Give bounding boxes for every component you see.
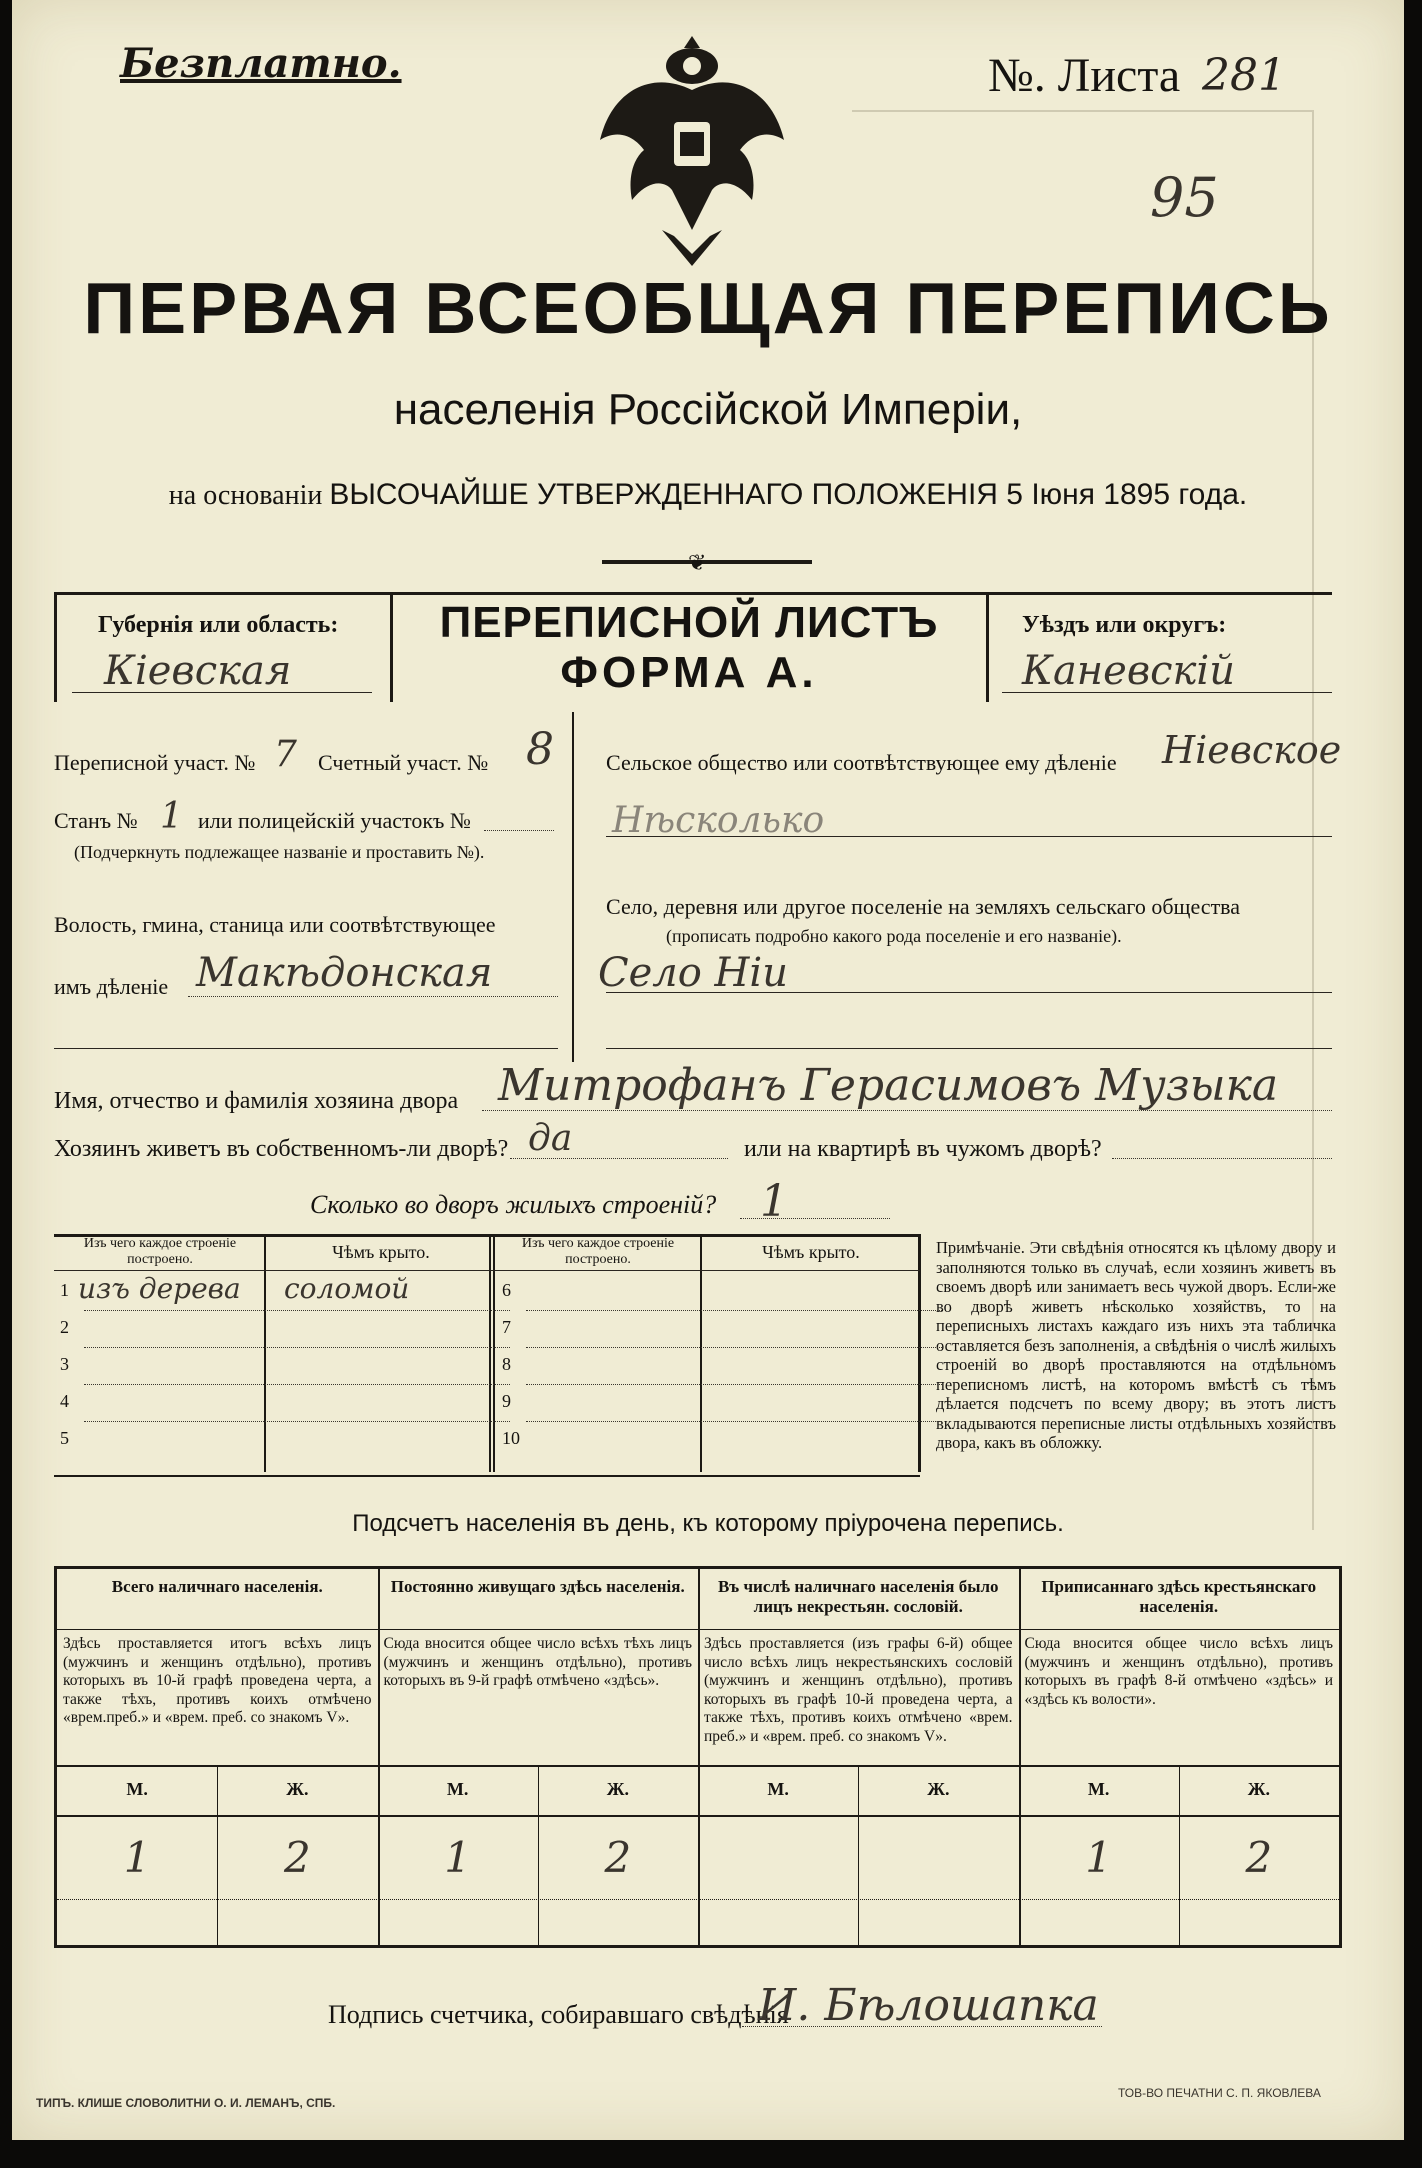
owner-name-fill-line: [482, 1110, 1332, 1111]
building-row-number: 4: [60, 1391, 69, 1411]
building-row-number: 8: [502, 1354, 511, 1374]
stan-note: (Подчеркнуть подлежащее названіе и проставить №).: [74, 842, 485, 862]
buildings-header-rule: [54, 1270, 920, 1271]
village-note: (прописать подробно какого рода поселеніе и его названіе).: [666, 926, 1122, 946]
building-row-rule: [526, 1384, 942, 1385]
sheet-number-value: 281: [1202, 50, 1286, 101]
volost-value: Макѣдонская: [196, 950, 493, 996]
population-female-value: 2: [1245, 1833, 1273, 1882]
population-block-title: Постоянно живущаго здѣсь населенія.: [390, 1577, 685, 1596]
own-yard-fill-line: [510, 1158, 728, 1159]
free-label: Безплатно.: [120, 40, 402, 87]
population-heading: Подсчетъ населенія въ день, къ которому пріурочена перепись.: [352, 1510, 1064, 1537]
buildings-col-built-header-left: Изъ чего каждое строеніе построено.: [83, 1236, 237, 1267]
rent-label: или на квартирѣ въ чужомъ дворѣ?: [744, 1136, 1102, 1162]
building-row-number: 2: [60, 1317, 69, 1337]
uezd-label: Уѣздъ или округъ:: [1022, 612, 1227, 638]
gubernia-label: Губернія или область:: [98, 612, 339, 638]
buildings-value: 1: [760, 1176, 788, 1227]
gubernia-value: Кіевская: [104, 648, 292, 694]
main-title: ПЕРВАЯ ВСЕОБЩАЯ ПЕРЕПИСЬ: [83, 269, 1333, 349]
building-row-rule: [526, 1310, 942, 1311]
building-row-rule: [526, 1421, 942, 1422]
banner-divider: [986, 592, 989, 702]
building-row-rule: [526, 1347, 942, 1348]
volost-extra-line: [54, 1048, 558, 1049]
building-row-number: 7: [502, 1317, 511, 1337]
village-extra-line: [606, 1048, 1332, 1049]
population-value-rule: [57, 1899, 1339, 1900]
population-block-title: Всего наличнаго населенія.: [111, 1577, 323, 1596]
footer-printer-left: ТИПЪ. КЛИШЕ СЛОВОЛИТНИ О. И. ЛЕМАНЪ, СПБ.: [36, 2096, 336, 2110]
population-female-value: 2: [284, 1833, 311, 1882]
population-female-label: Ж.: [286, 1779, 309, 1799]
population-table: [54, 1566, 1342, 1948]
society-value: Ніевское: [1162, 728, 1342, 772]
owner-name-label: Имя, отчество и фамилія хозяина двора: [54, 1088, 459, 1114]
building-row-rule: [84, 1384, 510, 1385]
rent-fill-line: [1112, 1158, 1332, 1159]
population-male-value: 1: [1085, 1833, 1112, 1882]
ornament-divider: [602, 560, 812, 564]
signature-label: Подпись счетчика, собиравшаго свѣдѣнія: [328, 2000, 789, 2029]
society-value-2: Нѣсколько: [612, 800, 825, 841]
building-row-rule: [84, 1421, 510, 1422]
population-block-desc: Сюда вносится общее число всѣхъ лицъ (мужчинъ и женщинъ отдѣльно), противъ которыхъ въ графѣ 8-й отмѣчено «здѣсь» и «здѣсь къ волости».: [1024, 1635, 1333, 1708]
count-value: 8: [526, 724, 554, 775]
note-text: Примѣчаніе. Эти свѣдѣнія относятся къ цѣлому двору и заполняются только въ случаѣ, если хозяинъ живетъ въ своемъ дворѣ или занимаетъ весь чужой дворъ. Если-же во дворѣ живетъ нѣсколько хозяйствъ, то на переписныхъ листахъ каждаго изъ нихъ эта табличка оставляется безъ заполненія, а свѣдѣнія о числѣ жилыхъ строеній во дворѣ проставляются на отдѣльномъ переписномъ листѣ, на которомъ вмѣстѣ съ тѣмъ дѣлается подсчетъ по всему двору; въ этотъ листъ вкладываются переписные листы отдѣльныхъ хозяйствъ двора, какъ въ обложку.: [936, 1238, 1336, 1452]
census-form-page: [12, 0, 1404, 2140]
page-number: 95: [1150, 166, 1219, 229]
population-female-value: 2: [604, 1833, 632, 1882]
imperial-eagle-emblem: [592, 30, 792, 270]
signature-fill-line: [742, 2026, 1102, 2027]
footer-printer-right: ТОВ-ВО ПЕЧАТНИ С. П. ЯКОВЛЕВА: [1118, 2086, 1321, 2100]
volost-fill-line: [188, 996, 558, 997]
own-yard-label: Хозяинъ живетъ въ собственномъ-ли дворѣ?: [54, 1136, 509, 1162]
building-row-number: 3: [60, 1354, 69, 1374]
population-male-label: М.: [767, 1779, 789, 1799]
legal-basis: [12, 478, 1404, 512]
village-value: Село Ніи: [598, 950, 788, 996]
population-block-desc: Здѣсь проставляется итогъ всѣхъ лицъ (мужчинъ и женщинъ отдѣльно), противъ которыхъ въ 10-й графѣ проведена черта, а также тѣхъ, противъ коихъ отмѣчено «врем.преб.» и «врем. преб. со знакомъ V».: [63, 1635, 372, 1726]
population-desc-rule: [57, 1765, 1339, 1767]
building-row-rule: [84, 1310, 510, 1311]
population-col-divider: [1019, 1569, 1021, 1945]
society-label: Сельское общество или соотвѣтствующее ему дѣленіе: [606, 750, 1117, 775]
population-female-label: Ж.: [927, 1779, 950, 1799]
buildings-col-built-header-right: Изъ чего каждое строеніе построено.: [521, 1236, 675, 1267]
legal-basis-caps: ВЫСОЧАЙШЕ УТВЕРЖДЕННАГО ПОЛОЖЕНІЯ 5 Іюня 1895 года.: [329, 478, 1248, 511]
population-block-title: Приписаннаго здѣсь крестьянскаго населенія.: [1041, 1577, 1317, 1616]
buildings-fill-line: [740, 1218, 890, 1219]
district-value: 7: [274, 734, 297, 775]
police-label: или полицейскій участокъ №: [198, 808, 471, 833]
population-female-label: Ж.: [606, 1779, 630, 1799]
form-title: ПЕРЕПИСНОЙ ЛИСТЪ: [439, 598, 939, 647]
building-row-number: 9: [502, 1391, 511, 1411]
population-col-divider: [378, 1569, 380, 1945]
stan-value: 1: [160, 796, 183, 837]
building-row-number: 5: [60, 1428, 69, 1448]
form-subtitle: ФОРМА А.: [560, 648, 818, 697]
building-row-rule: [84, 1347, 510, 1348]
building-row-number: 6: [502, 1280, 511, 1300]
building-row-number: 10: [502, 1428, 520, 1448]
population-mf-rule: [57, 1815, 1339, 1817]
volost-label: Волость, гмина, станица или соотвѣтствующее: [54, 912, 496, 937]
police-fill-line: [484, 830, 554, 831]
population-block-desc: Сюда вносится общее число всѣхъ тѣхъ лицъ (мужчинъ и женщинъ отдѣльно), противъ которыхъ въ 9-й графѣ отмѣчено «здѣсь».: [383, 1635, 692, 1689]
building-roof-value: соломой: [284, 1272, 410, 1305]
owner-name-value: Митрофанъ Герасимовъ Музыка: [498, 1060, 1279, 1111]
buildings-col-roof-header-right: Чѣмъ крыто.: [762, 1242, 860, 1262]
sheet-number-label: №. Листа: [988, 49, 1181, 102]
district-label: Переписной участ. №: [54, 750, 256, 775]
stan-label: Станъ №: [54, 808, 138, 833]
population-male-label: М.: [446, 1779, 469, 1799]
uezd-underline: [1002, 692, 1332, 693]
population-male-value: 1: [123, 1833, 151, 1882]
banner-left-rule: [54, 592, 57, 702]
uezd-value: Каневскій: [1022, 648, 1235, 694]
population-mf-divider: [858, 1765, 859, 1945]
count-label: Счетный участ. №: [318, 750, 489, 775]
own-yard-value: да: [528, 1118, 573, 1159]
building-row-number: 1: [60, 1280, 69, 1300]
population-header-rule: [57, 1629, 1339, 1630]
buildings-label: Сколько во дворъ жилыхъ строеній?: [310, 1190, 717, 1219]
population-female-label: Ж.: [1247, 1779, 1271, 1799]
population-male-value: 1: [444, 1833, 471, 1882]
village-label: Село, деревня или другое поселеніе на земляхъ сельскаго общества: [606, 894, 1241, 919]
legal-basis-prefix: на основаніи: [168, 480, 323, 511]
building-built-value: изъ дерева: [78, 1272, 241, 1305]
bleed-through-line: [852, 110, 1312, 112]
population-male-label: М.: [126, 1779, 148, 1799]
population-block-title: Въ числѣ наличнаго населенія было лицъ некрестьян. сословій.: [717, 1577, 999, 1616]
population-male-label: М.: [1087, 1779, 1110, 1799]
ornament-icon: ❦: [688, 550, 707, 575]
population-block-desc: Здѣсь проставляется (изъ графы 6-й) общее число всѣхъ лицъ некрестьянскихъ сословій (мужчинъ и женщинъ отдѣльно), противъ которыхъ въ графѣ 10-й проведена черта, а также тѣхъ, противъ коихъ отмѣчено «врем. преб.» и «врем. преб. со знакомъ V».: [704, 1635, 1013, 1745]
signature-value: И. Бѣлошапка: [758, 1980, 1099, 2031]
volost-label-2: имъ дѣленіе: [54, 974, 169, 999]
population-col-divider: [698, 1569, 700, 1945]
gubernia-underline: [72, 692, 372, 693]
society-underline: [606, 836, 1332, 837]
fields-divider: [572, 712, 574, 1062]
subtitle: населенія Россійской Имперіи,: [393, 385, 1023, 434]
village-underline: [606, 992, 1332, 993]
buildings-col-roof-header-left: Чѣмъ крыто.: [332, 1242, 430, 1262]
